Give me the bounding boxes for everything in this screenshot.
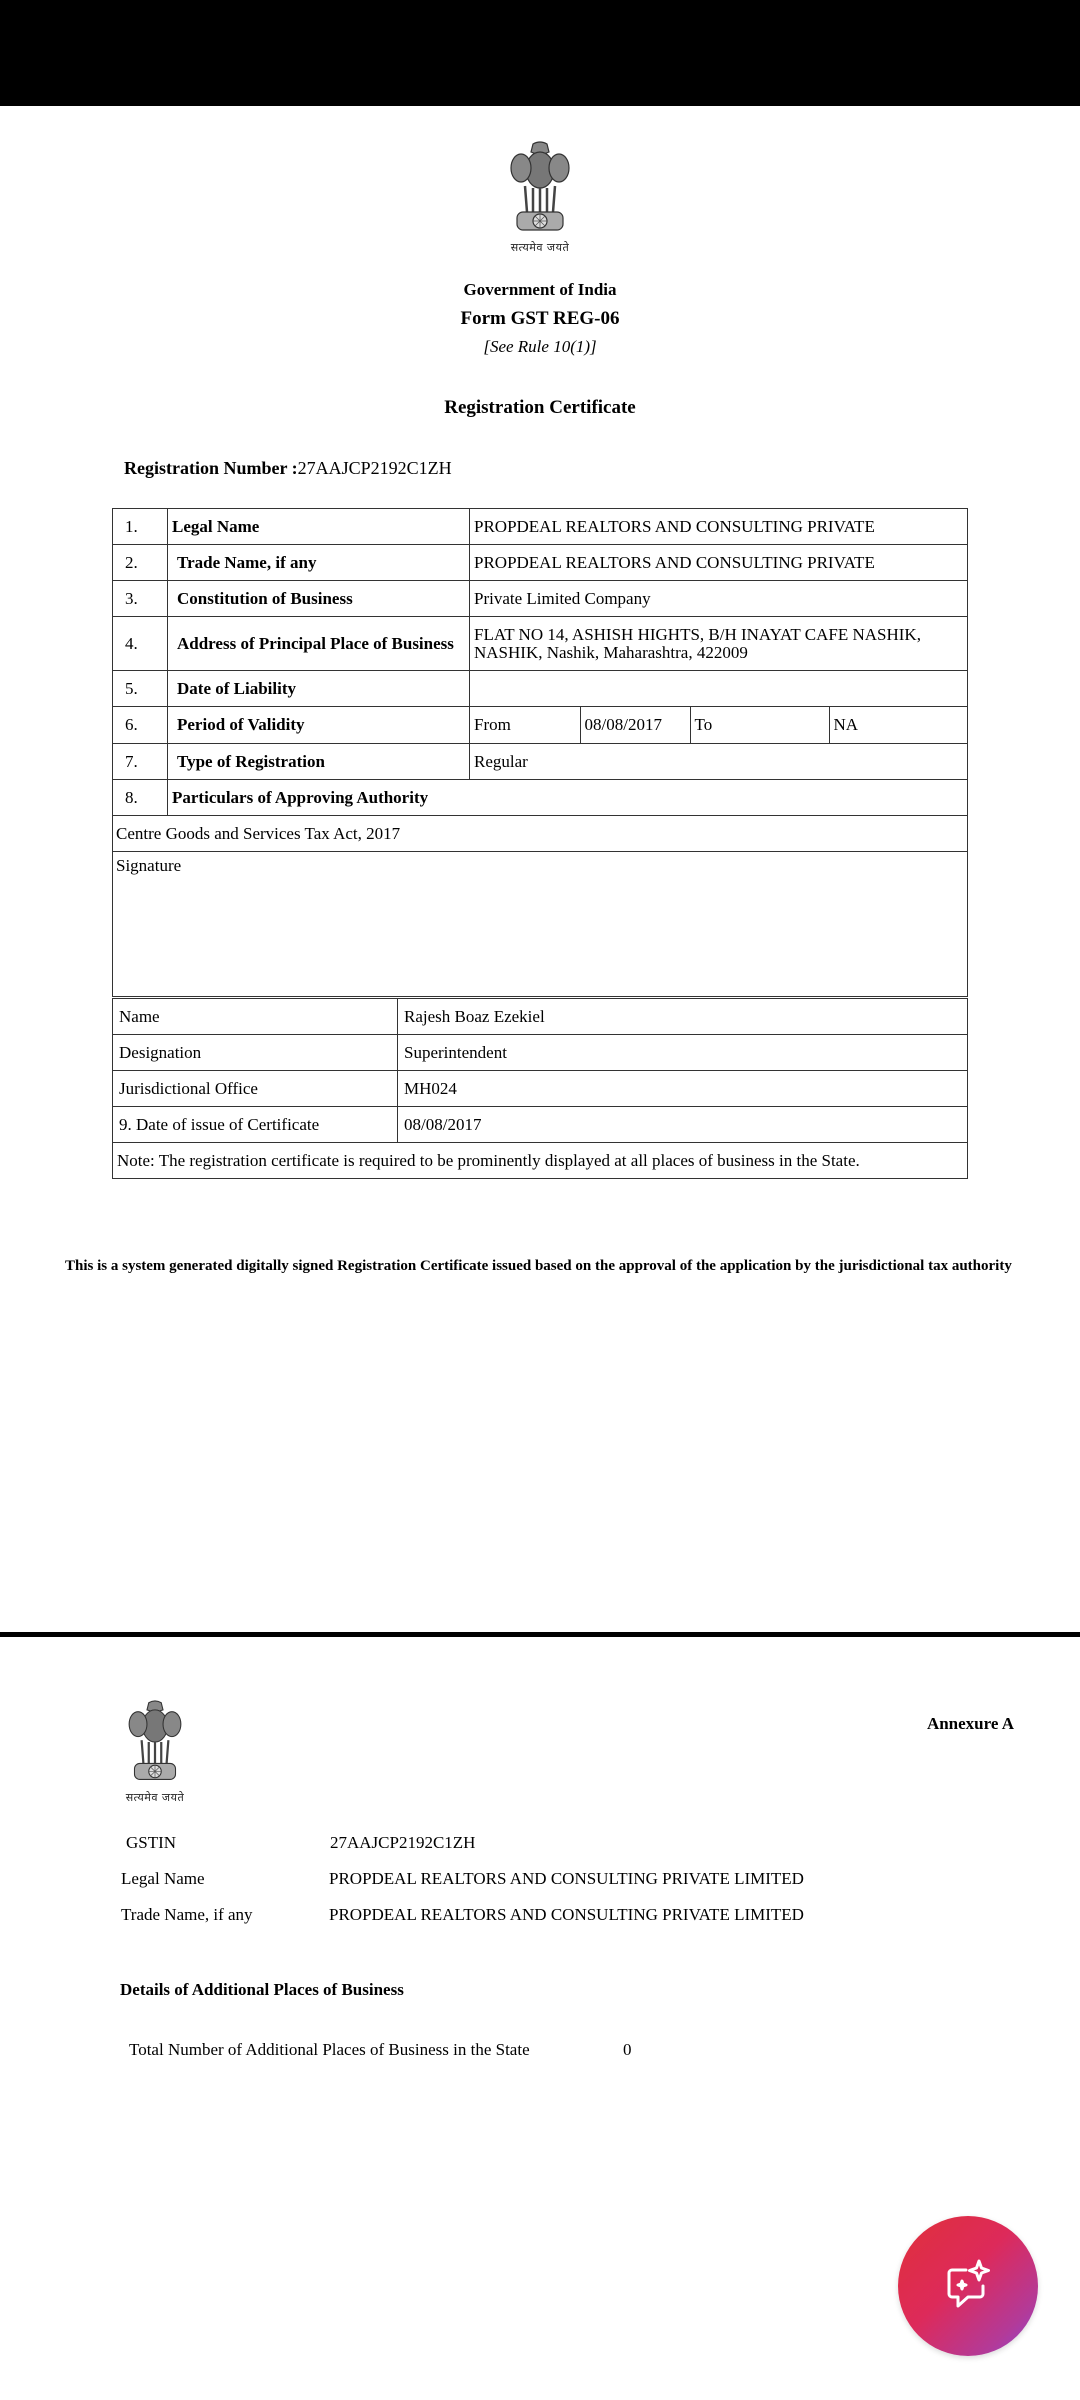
date-of-liability-value <box>470 671 968 707</box>
row-number: 3. <box>113 581 168 617</box>
table-row <box>113 707 968 744</box>
row-label: Legal Name <box>168 509 470 545</box>
date-of-issue: 08/08/2017 <box>398 1107 968 1143</box>
registration-number-label: Registration Number : <box>124 458 298 478</box>
act-name: Centre Goods and Services Tax Act, 2017 <box>113 816 968 852</box>
from-label: From <box>470 707 580 743</box>
validity-table <box>470 707 967 743</box>
table-row <box>113 1035 968 1071</box>
authority-label: Designation <box>113 1035 398 1071</box>
row-label: Address of Principal Place of Business <box>168 617 470 671</box>
authority-label: Name <box>113 999 398 1035</box>
government-heading: Government of India <box>463 280 617 299</box>
ashoka-emblem-icon <box>503 138 577 238</box>
display-note: Note: The registration certificate is required to be prominently displayed at all places of business in the State. <box>113 1143 968 1179</box>
row-number: 6. <box>113 707 168 744</box>
additional-places-count-row <box>129 2040 632 2060</box>
ai-assistant-button[interactable] <box>898 2216 1038 2356</box>
additional-places-heading: Details of Additional Places of Business <box>120 1980 404 1999</box>
table-row <box>113 545 968 581</box>
row-label: Period of Validity <box>168 707 470 744</box>
authority-label: 9. Date of issue of Certificate <box>113 1107 398 1143</box>
legal-name-label: Legal Name <box>121 1869 205 1888</box>
row-label: Constitution of Business <box>168 581 470 617</box>
certificate-title: Registration Certificate <box>444 397 636 418</box>
page-divider <box>0 1632 1080 1637</box>
gstin-label: GSTIN <box>126 1833 177 1852</box>
form-title: Form GST REG-06 <box>460 308 620 329</box>
jurisdictional-office: MH024 <box>398 1071 968 1107</box>
table-row <box>113 816 968 852</box>
from-value: 08/08/2017 <box>580 707 690 743</box>
row-number: 8. <box>113 780 168 816</box>
table-row <box>113 581 968 617</box>
officer-name: Rajesh Boaz Ezekiel <box>398 999 968 1035</box>
annexure-title: Annexure A <box>926 1714 1014 1733</box>
row-label: Date of Liability <box>168 671 470 707</box>
row-label: Trade Name, if any <box>168 545 470 581</box>
top-black-bar <box>0 0 1080 106</box>
registration-number-value: 27AAJCP2192C1ZH <box>297 458 452 478</box>
trade-name-value: PROPDEAL REALTORS AND CONSULTING PRIVATE LIMITED <box>329 1905 804 1924</box>
trade-name-label: Trade Name, if any <box>121 1905 253 1924</box>
table-row <box>113 852 968 997</box>
row-number: 1. <box>113 509 168 545</box>
registration-type-value: Regular <box>470 744 968 780</box>
additional-places-count: 0 <box>623 2040 632 2059</box>
officer-designation: Superintendent <box>398 1035 968 1071</box>
table-row <box>113 780 968 816</box>
rule-reference: [See Rule 10(1)] <box>483 337 597 356</box>
validity-cell <box>470 707 968 744</box>
table-row <box>113 1107 968 1143</box>
approving-authority-heading: Particulars of Approving Authority <box>168 780 968 816</box>
table-row <box>113 1143 968 1179</box>
row-number: 5. <box>113 671 168 707</box>
authority-label: Jurisdictional Office <box>113 1071 398 1107</box>
row-label: Type of Registration <box>168 744 470 780</box>
legal-name-value: PROPDEAL REALTORS AND CONSULTING PRIVATE LIMITED <box>329 1869 804 1888</box>
row-number: 7. <box>113 744 168 780</box>
trade-name-value: PROPDEAL REALTORS AND CONSULTING PRIVATE <box>470 545 968 581</box>
row-number: 4. <box>113 617 168 671</box>
row-number: 2. <box>113 545 168 581</box>
gstin-value: 27AAJCP2192C1ZH <box>330 1833 476 1852</box>
emblem-motto: सत्यमेव जयते <box>125 1791 185 1804</box>
authority-table <box>112 998 968 1179</box>
table-row <box>113 617 968 671</box>
legal-name-value: PROPDEAL REALTORS AND CONSULTING PRIVATE <box>470 509 968 545</box>
national-emblem <box>503 138 577 255</box>
table-row <box>113 744 968 780</box>
national-emblem <box>122 1696 188 1805</box>
registration-number <box>124 458 452 479</box>
constitution-value: Private Limited Company <box>470 581 968 617</box>
signature-box: Signature <box>113 852 968 997</box>
digital-signature-disclaimer: This is a system generated digitally signed Registration Certificate issued based on the approval of the application by the jurisdictional tax authority <box>65 1258 1012 1274</box>
emblem-motto: सत्यमेव जयते <box>510 241 570 254</box>
table-row <box>113 509 968 545</box>
table-row <box>113 1071 968 1107</box>
certificate-table <box>112 508 968 997</box>
ai-chat-sparkle-icon <box>938 2256 998 2316</box>
to-label: To <box>690 707 829 743</box>
ashoka-emblem-icon <box>122 1696 188 1788</box>
address-value: FLAT NO 14, ASHISH HIGHTS, B/H INAYAT CAFE NASHIK, NASHIK, Nashik, Maharashtra, 422009 <box>470 617 968 671</box>
additional-places-label: Total Number of Additional Places of Business in the State <box>129 2040 530 2059</box>
to-value: NA <box>829 707 967 743</box>
table-row <box>113 671 968 707</box>
table-row <box>113 999 968 1035</box>
